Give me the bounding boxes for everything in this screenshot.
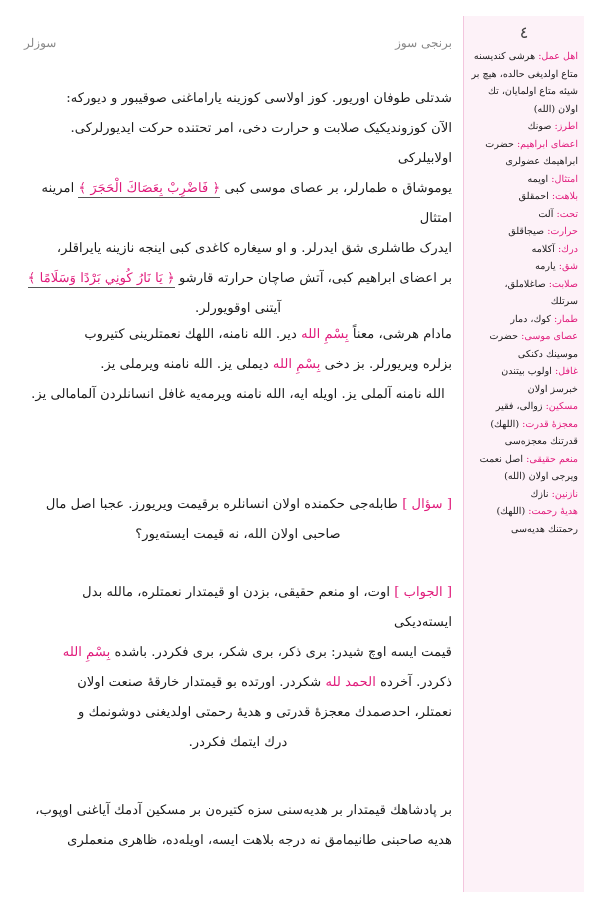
glossary-entry [468,433,578,451]
glossary-term: منعم حقیقی: [526,453,578,465]
basmala: بِسْمِ الله [272,357,321,372]
text-line [24,174,452,234]
glossary-term: اعضای ابراهیم: [516,138,578,150]
glossary-list [464,48,584,538]
glossary-definition: یارمه [535,261,556,272]
glossary-definition: احمقلق [518,191,549,202]
glossary-entry [468,398,578,416]
text-run: دیر. الله نامنه، اللهك نعمتلرینی کتیروب [84,327,297,342]
glossary-entry [468,276,578,294]
paragraph-5 [24,796,452,856]
text-line: ایدرک طاشلری شق ایدرلر. و او سیغاره کاغدی کبی اینجه نازینه یایراقلر، [56,241,452,256]
glossary-definition: حضرت [485,138,514,150]
glossary-term: عصای موسی: [521,331,578,342]
glossary-definition: (اللهك) [496,506,526,517]
text-line: هدیه صاحبنی طانیمامق نه درجه بلاهت ایسه، اویله‌ده، ظاهری منعملری [67,833,452,848]
glossary-definition: (اللهك) [490,418,520,430]
glossary-term: اطرز: [554,121,578,132]
glossary-definition: قدرتنك معجزه‌سی [504,436,578,447]
glossary-entry [468,83,578,101]
glossary-definition: موسینك دکنکی [517,348,578,360]
glossary-definition: ویرجی اولان (الله) [504,471,578,482]
page-number: ٤ [519,23,529,42]
text-line: الآن کوزوندیکیک صلابت و حرارت دخی، امر تحتنده حرکت ایدیورلرکی. اولابیلرکی [70,121,452,166]
glossary-entry [468,48,578,66]
question-label: [ سؤال ] [402,497,452,512]
glossary-definition: هرشی کندیسنه [473,51,536,62]
glossary-term: امتثال: [551,173,578,185]
text-run: یوموشاق ه طمارلر، بر عصای موسی کبی [224,181,452,196]
glossary-entry [468,468,578,486]
hamdala: الحمد لله [325,675,376,690]
glossary-margin [463,16,584,892]
glossary-term: هدیهٔ رحمت: [528,506,578,517]
text-run: مادام هرشی، معناً [352,327,452,342]
glossary-term: تحت: [556,208,578,220]
glossary-definition: اصل نعمت [479,453,524,465]
text-line [24,264,452,294]
glossary-definition: متاع اولدیغی حالده، هیچ بر [471,68,578,80]
glossary-term: غافل: [554,366,578,377]
glossary-entry [468,66,578,84]
text-run: بر اعضای ابراهیم کبی، آتش صاچان حرارته قارشو [178,271,452,286]
glossary-definition: اولان (الله) [533,103,578,115]
glossary-definition: نازك [530,488,549,500]
glossary-entry [468,363,578,381]
paragraph-2 [24,320,452,410]
text-line: درك ایتمك فکردر. [188,735,288,750]
glossary-definition: ابراهیمك عضولری [505,156,578,167]
text-run: طابله‌جی حکمنده اولان انسانلره برقیمت ویریورز. عجبا اصل مال [45,497,398,512]
glossary-term: درك: [557,243,578,255]
main-text [24,32,452,892]
glossary-entry [468,311,578,329]
glossary-entry [468,293,578,311]
glossary-term: معجزهٔ قدرت: [522,418,578,430]
text-run: دیملی یز. الله نامنه ویرملی یز. [100,357,269,372]
glossary-entry [468,171,578,189]
paragraph-3 [24,490,452,550]
glossary-entry [468,346,578,364]
header-right: برنجی سوز [395,36,452,50]
glossary-definition: کوك، دمار [510,313,551,325]
text-line: آیتنی اوقویورلر. [195,301,281,316]
glossary-entry [468,486,578,504]
text-run: اوت، او منعم حقیقی، بزدن او قیمتدار نعمتلره، مالله بدل ایسته‌دیکی [82,585,452,630]
glossary-definition: آکلامه [531,243,555,255]
glossary-entry [468,258,578,276]
basmala: بِسْمِ الله [301,327,349,342]
paragraph-1 [24,84,452,324]
glossary-definition: صاغلاملق، [504,278,546,290]
glossary-term: اهل عمل: [538,51,578,62]
answer-label: [ الجواب ] [394,585,452,600]
text-run: امرینه امتثال [41,181,452,226]
glossary-definition: زوالی، فقیر [495,401,543,412]
glossary-definition: سرتلك [550,296,578,307]
glossary-term: طمار: [554,313,578,325]
text-line: صاحبی اولان الله، نه قیمت ایسته‌یور؟ [135,527,341,542]
text-line: بر پادشاهك قیمتدار بر هدیه‌سنی سزه کتیره‌ن بر مسکین آدمك آیاغنی اوپوب، [35,803,452,818]
glossary-definition: آلت [538,208,554,220]
text-run: قیمت ایسه اوچ شیدر: بری ذکر، بری شکر، بری فکردر. باشده [114,645,452,660]
glossary-term: مسکین: [545,401,578,412]
glossary-entry [468,153,578,171]
glossary-definition: صونك [527,121,552,132]
glossary-definition: حضرت [489,331,519,342]
glossary-definition: خبرسز اولان [527,383,578,395]
glossary-entry [468,206,578,224]
glossary-definition: اولوب بیتندن [501,366,552,377]
glossary-definition: صیجاقلق [508,226,545,237]
quran-quote: ﴿ فَاضْرِبْ بِعَصَاكَ الْحَجَرَ ﴾ [78,181,221,196]
glossary-entry [468,118,578,136]
glossary-term: حرارت: [547,226,578,237]
text-run: ذکردر. آخرده [380,675,452,690]
glossary-definition: شیئه متاع اولمایان، تك [488,86,578,97]
glossary-entry [468,241,578,259]
text-line [24,350,452,380]
glossary-term: نازنین: [551,488,578,500]
text-line [24,320,452,350]
text-line: الله نامنه آلملی یز. اویله ایه، الله نامنه ویرمه‌یه غافل انسانلردن آلمامالی یز. [31,387,445,402]
glossary-term: صلابت: [548,278,578,290]
text-run: بزلره ویریورلر. بز دخی [324,357,452,372]
glossary-term: شق: [558,261,578,272]
text-run: شکردر. اورتده بو قیمتدار خارقهٔ صنعت اولان [77,675,322,690]
glossary-entry [468,223,578,241]
glossary-entry [468,416,578,434]
paragraph-4 [24,578,452,758]
text-line: شدتلی طوفان اوریور. کوز اولاسی کوزینه یاراماغنی صوقیبور و دیورکه: [66,91,452,106]
glossary-entry [468,451,578,469]
text-line: نعمتلر، احدصمدك معجزهٔ قدرتی و هدیهٔ رحمتی اولدیغنی دوشونمك و [78,705,452,720]
glossary-entry [468,101,578,119]
header-left: سوزلر [24,36,57,50]
glossary-entry [468,521,578,539]
quran-quote: ﴿ يَا نَارُ كُونِي بَرْدًا وَسَلَامًا ﴾ [27,271,175,286]
text-line [24,490,452,520]
glossary-entry [468,503,578,521]
glossary-entry [468,381,578,399]
basmala: بِسْمِ الله [62,645,111,660]
glossary-definition: رحمتنك هدیه‌سی [511,523,578,535]
glossary-entry [468,328,578,346]
text-line [24,668,452,698]
glossary-entry [468,136,578,154]
text-line [24,578,452,638]
glossary-term: بلاهت: [551,191,578,202]
glossary-definition: اویمه [527,173,549,185]
text-line [24,638,452,668]
glossary-entry [468,188,578,206]
